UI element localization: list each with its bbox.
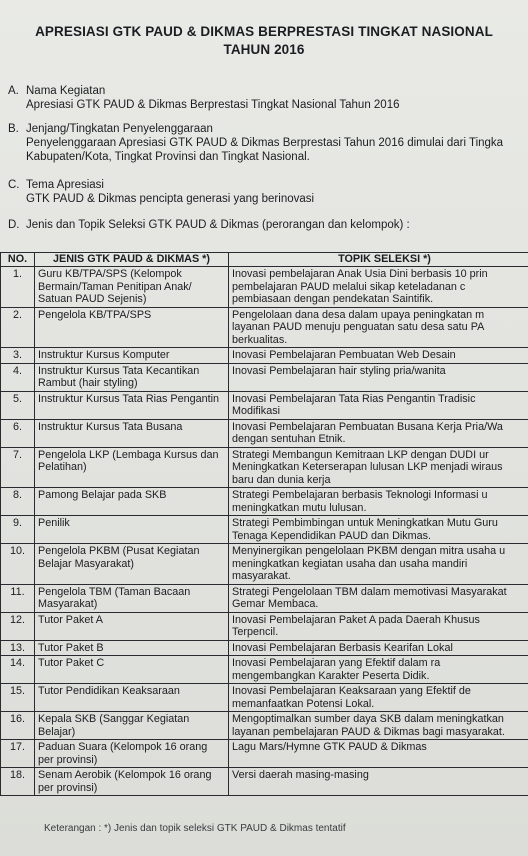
row-topik (229, 584, 528, 612)
row-jenis: Guru KB/TPA/SPS (Kelompok Bermain/Taman Penitipan Anak/ Satuan PAUD Sejenis) (35, 267, 229, 308)
topik-line: Tenaga Kependidikan PAUD dan Dikmas. (232, 529, 432, 542)
row-number: 8. (1, 488, 35, 516)
section-d (8, 218, 410, 232)
row-number: 16. (1, 712, 35, 740)
row-jenis: Penilik (35, 516, 229, 544)
table-row (1, 768, 528, 796)
topik-line: Strategi Pengelolaan TBM dalam memotivasi Masyarakat (232, 585, 507, 598)
row-topik (229, 740, 528, 768)
table-row (1, 447, 528, 488)
row-number: 7. (1, 447, 35, 488)
row-number: 17. (1, 740, 35, 768)
row-jenis: Tutor Pendidikan Keaksaraan (35, 684, 229, 712)
topik-line: Inovasi Pembelajaran Tata Rias Pengantin Tradisic (232, 392, 476, 405)
row-number: 1. (1, 267, 35, 308)
row-jenis: Tutor Paket C (35, 656, 229, 684)
row-topik (229, 348, 528, 364)
row-jenis: Instruktur Kursus Tata Rias Pengantin (35, 391, 229, 419)
row-number: 11. (1, 584, 35, 612)
row-jenis: Instruktur Kursus Tata Kecantikan Rambut (hair styling) (35, 363, 229, 391)
topik-line: Inovasi Pembelajaran Berbasis Kearifan Lokal (232, 641, 453, 654)
topik-line: Menyinergikan pengelolaan PKBM dengan mitra usaha u (232, 545, 506, 557)
topik-line: Mengoptimalkan sumber daya SKB dalam meningkatkan (232, 713, 504, 725)
row-topik (229, 656, 528, 684)
topik-line: berkualitas. (232, 333, 288, 346)
row-jenis: Kepala SKB (Sanggar Kegiatan Belajar) (35, 712, 229, 740)
row-number: 3. (1, 348, 35, 364)
topik-line: pembelajaran PAUD melalui sikap keteladanan c (232, 280, 466, 293)
topik-line: mengembangkan Karakter Peserta Didik. (232, 669, 430, 682)
footnote: Keterangan : *) Jenis dan topik seleksi GTK PAUD & Dikmas tentatif (44, 823, 346, 834)
section-a-letter: A. (8, 85, 19, 97)
section-b (8, 122, 503, 164)
row-topik (229, 612, 528, 640)
topik-line: pembiasaan dengan pendekatan Saintifik. (232, 293, 434, 305)
row-number: 12. (1, 612, 35, 640)
row-topik (229, 640, 528, 656)
row-number: 9. (1, 516, 35, 544)
row-topik (229, 419, 528, 447)
section-b-letter: B. (8, 123, 19, 135)
table-row (1, 516, 528, 544)
topik-line: meningkatkan mutu lulusan. (232, 501, 367, 514)
row-topik (229, 307, 528, 348)
row-jenis: Pengelola KB/TPA/SPS (35, 307, 229, 348)
table-row (1, 712, 528, 740)
row-number: 5. (1, 391, 35, 419)
topik-line: Pengelolaan dana desa dalam upaya peningkatan m (232, 308, 485, 321)
header-jenis: JENIS GTK PAUD & DIKMAS *) (35, 253, 229, 267)
row-jenis: Senam Aerobik (Kelompok 16 orang per provinsi) (35, 768, 229, 796)
section-d-label: Jenis dan Topik Seleksi GTK PAUD & Dikmas (perorangan dan kelompok) : (26, 219, 410, 231)
row-topik (229, 488, 528, 516)
topik-line: Inovasi Pembelajaran Pembuatan Busana Kerja Pria/Wa (232, 420, 503, 433)
table-body (1, 267, 528, 796)
table-row (1, 656, 528, 684)
table-row (1, 419, 528, 447)
section-d-letter: D. (8, 219, 20, 231)
table-header-row (1, 253, 528, 267)
table-row (1, 612, 528, 640)
row-topik (229, 544, 528, 585)
table-row (1, 544, 528, 585)
row-topik (229, 768, 528, 796)
row-jenis: Pamong Belajar pada SKB (35, 488, 229, 516)
topik-line: Inovasi Pembelajaran Keaksaraan yang Efektif de (232, 685, 471, 697)
section-a-value: Apresiasi GTK PAUD & Dikmas Berprestasi Tingkat Nasional Tahun 2016 (26, 99, 400, 111)
document-title: APRESIASI GTK PAUD & DIKMAS BERPRESTASI TINGKAT NASIONAL (35, 24, 493, 39)
row-jenis: Instruktur Kursus Komputer (35, 348, 229, 364)
topik-line: Strategi Pembelajaran berbasis Teknologi Informasi u (232, 489, 488, 501)
table-row (1, 584, 528, 612)
row-jenis: Instruktur Kursus Tata Busana (35, 419, 229, 447)
topik-line: Inovasi Pembelajaran hair styling pria/wanita (232, 364, 446, 377)
table-row (1, 267, 528, 308)
topik-line: Lagu Mars/Hymne GTK PAUD & Dikmas (232, 741, 427, 753)
section-c-label: Tema Apresiasi (26, 179, 104, 191)
section-c (8, 178, 314, 206)
topik-line: Terpencil. (232, 626, 279, 638)
table-row (1, 363, 528, 391)
row-topik (229, 267, 528, 308)
topik-line: meningkatkan kegiatan usaha dan usaha mandiri (232, 557, 468, 570)
row-jenis: Tutor Paket A (35, 612, 229, 640)
row-number: 6. (1, 419, 35, 447)
topik-line: layanan PAUD menuju penguatan satu desa satu PA (232, 321, 485, 333)
document-subtitle: TAHUN 2016 (223, 42, 305, 57)
topik-line: Strategi Pembimbingan untuk Meningkatkan Mutu Guru (232, 517, 498, 529)
section-a (8, 84, 400, 112)
topik-line: Versi daerah masing-masing (232, 769, 369, 781)
topik-line: Inovasi pembelajaran Anak Usia Dini berbasis 10 prin (232, 268, 488, 280)
table-row (1, 488, 528, 516)
row-topik (229, 447, 528, 488)
row-jenis: Pengelola TBM (Taman Bacaan Masyarakat) (35, 584, 229, 612)
table-row (1, 684, 528, 712)
topik-line: Strategi Membangun Kemitraan LKP dengan DUDI ur (232, 448, 489, 461)
topik-line: Inovasi Pembelajaran Paket A pada Daerah Khusus (232, 613, 480, 626)
row-jenis: Pengelola LKP (Lembaga Kursus dan Pelatihan) (35, 447, 229, 488)
section-c-letter: C. (8, 179, 20, 191)
table-row (1, 640, 528, 656)
table-row (1, 391, 528, 419)
row-number: 13. (1, 640, 35, 656)
row-jenis: Paduan Suara (Kelompok 16 orang per provinsi) (35, 740, 229, 768)
row-jenis: Pengelola PKBM (Pusat Kegiatan Belajar Masyarakat) (35, 544, 229, 585)
row-number: 15. (1, 684, 35, 712)
row-topik (229, 363, 528, 391)
header-topik: TOPIK SELEKSI *) (229, 253, 528, 267)
row-jenis: Tutor Paket B (35, 640, 229, 656)
topik-line: Gemar Membaca. (232, 598, 319, 610)
table-row (1, 307, 528, 348)
seleksi-table (0, 252, 528, 796)
section-c-value: GTK PAUD & Dikmas pencipta generasi yang berinovasi (26, 193, 315, 205)
topik-line: baru dan dunia kerja (232, 473, 331, 486)
row-topik (229, 684, 528, 712)
topik-line: Inovasi Pembelajaran Pembuatan Web Desain (232, 349, 456, 361)
row-topik (229, 516, 528, 544)
table-row (1, 348, 528, 364)
row-topik (229, 712, 528, 740)
topik-line: dengan sentuhan Etnik. (232, 433, 346, 445)
topik-line: masyarakat. (232, 570, 291, 582)
topik-line: Meningkatkan Keterserapan lulusan LKP menjadi wiraus (232, 461, 503, 473)
section-b-value-line2: Kabupaten/Kota, Tingkat Provinsi dan Tingkat Nasional. (26, 151, 310, 163)
row-number: 14. (1, 656, 35, 684)
header-no: NO. (1, 253, 35, 267)
topik-line: memanfaatkan Potensi Lokal. (232, 697, 375, 710)
row-topik (229, 391, 528, 419)
section-a-label: Nama Kegiatan (26, 85, 106, 97)
row-number: 18. (1, 768, 35, 796)
row-number: 10. (1, 544, 35, 585)
section-b-value-line1: Penyelenggaraan Apresiasi GTK PAUD & Dikmas Berprestasi Tahun 2016 dimulai dari Tingka (26, 137, 504, 149)
topik-line: layanan pembelajaran PAUD & Dikmas bagi masyarakat. (232, 725, 505, 738)
row-number: 2. (1, 307, 35, 348)
table-row (1, 740, 528, 768)
topik-line: Inovasi Pembelajaran yang Efektif dalam ra (232, 657, 441, 669)
row-number: 4. (1, 363, 35, 391)
topik-line: Modifikasi (232, 405, 281, 417)
section-b-label: Jenjang/Tingkatan Penyelenggaraan (26, 123, 213, 135)
